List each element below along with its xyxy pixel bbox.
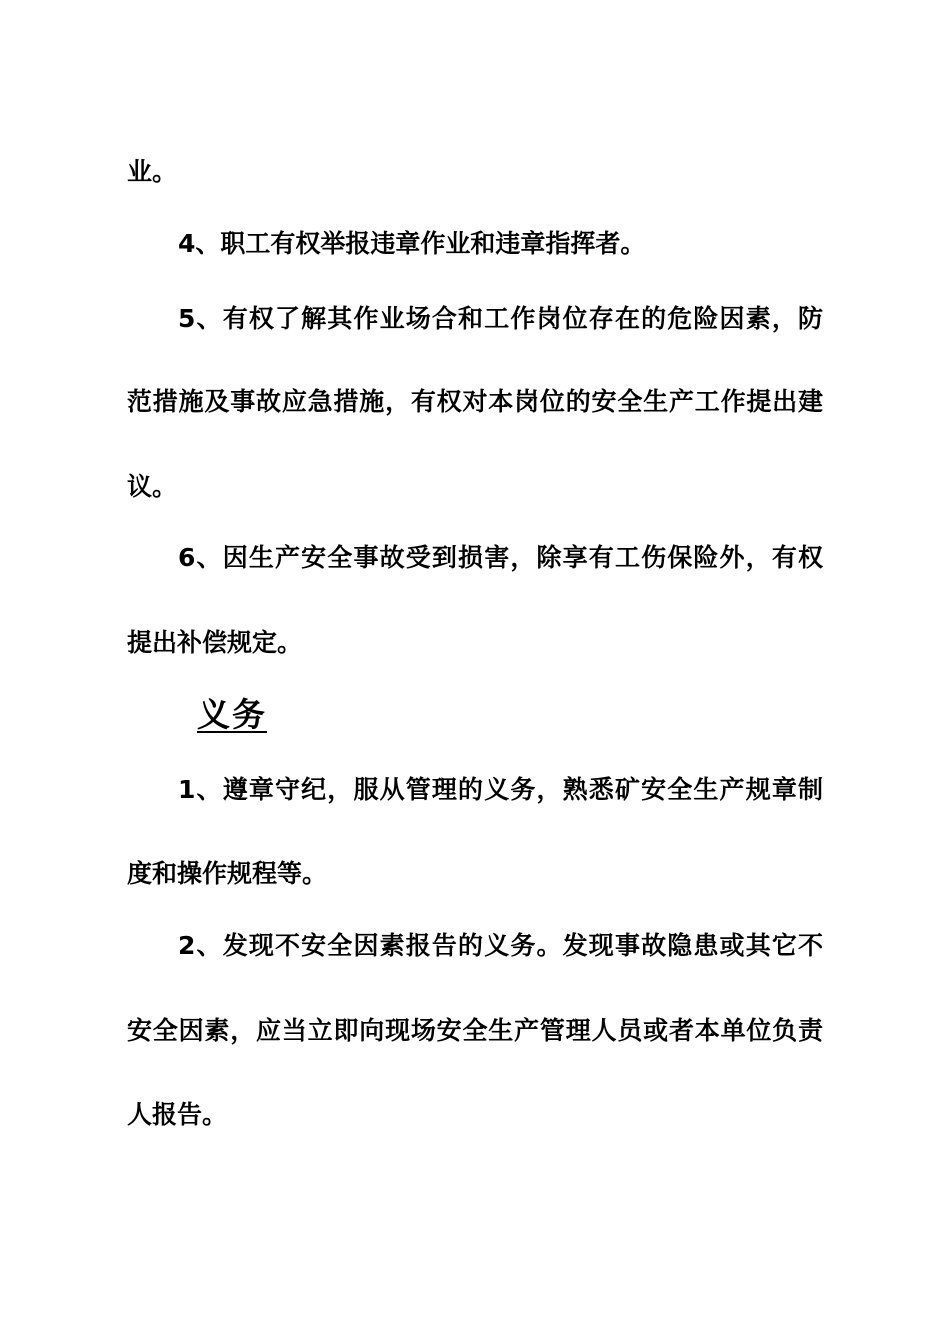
duties-item-2-line-2: 安全因素，应当立即向现场安全生产管理人员或者本单位负责: [127, 1016, 823, 1045]
duties-item-2-line-3: 人报告。: [127, 1100, 228, 1129]
duties-item-1-line-1: 1、遵章守纪，服从管理的义务，熟悉矿安全生产规章制: [178, 775, 823, 804]
rights-continuation-line: 业。: [127, 157, 178, 186]
rights-item-6-line-1: 6、因生产安全事故受到损害，除享有工伤保险外，有权: [178, 543, 823, 572]
rights-item-5-line-1: 5、有权了解其作业场合和工作岗位存在的危险因素，防: [178, 304, 823, 333]
duties-heading: 义务: [197, 695, 267, 734]
rights-item-5-line-3: 议。: [127, 472, 178, 501]
rights-item-4-line-1: 4、职工有权举报违章作业和违章指挥者。: [178, 229, 646, 258]
duties-item-2-line-1: 2、发现不安全因素报告的义务。发现事故隐患或其它不: [178, 931, 823, 960]
duties-item-1-line-2: 度和操作规程等。: [127, 859, 328, 888]
rights-item-6-line-2: 提出补偿规定。: [127, 628, 303, 657]
rights-item-5-line-2: 范措施及事故应急措施，有权对本岗位的安全生产工作提出建: [127, 387, 823, 416]
